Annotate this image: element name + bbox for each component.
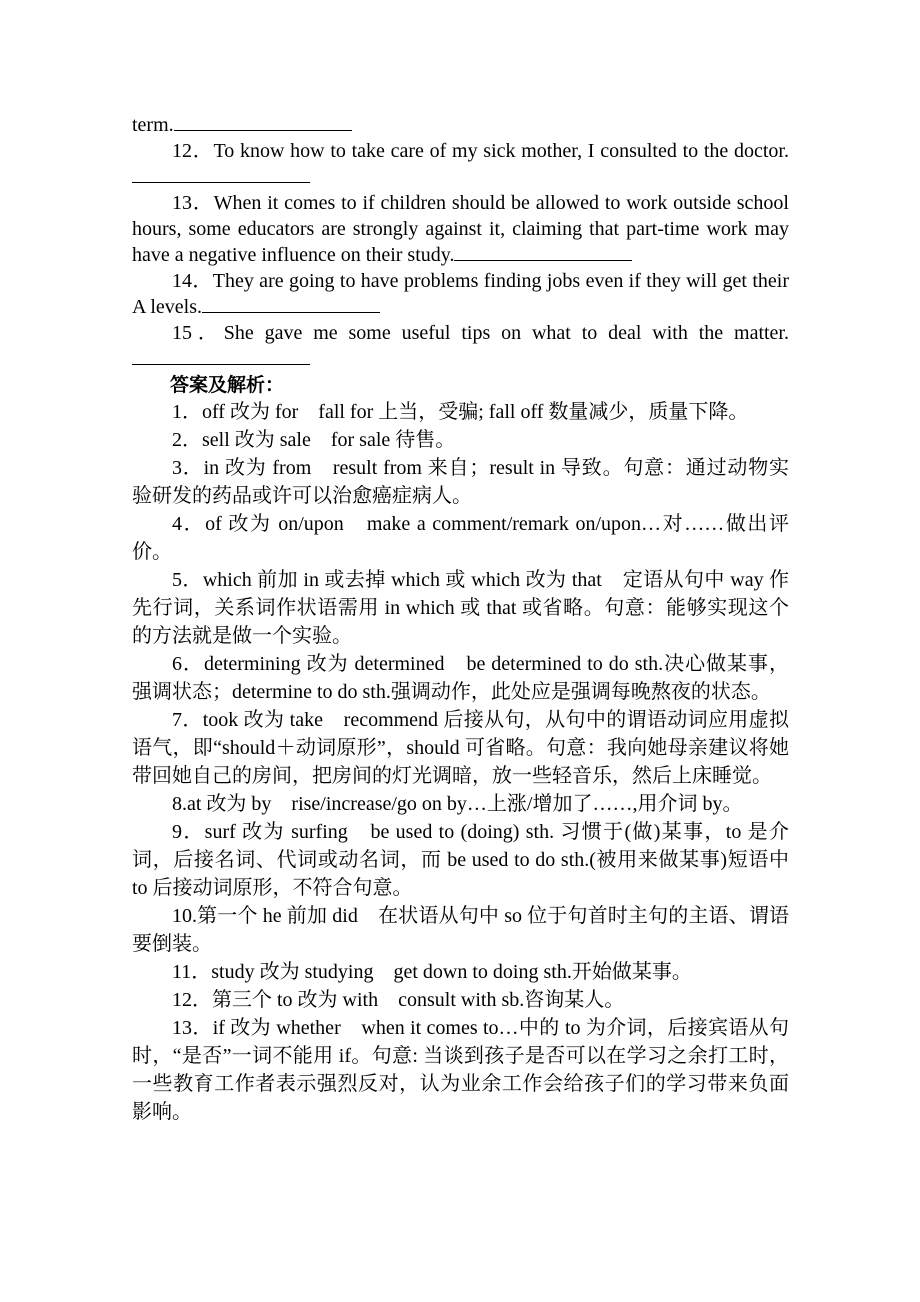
answer-item: 10.第一个 he 前加 did 在状语从句中 so 位于句首时主句的主语、谓语要倒装。 — [132, 905, 789, 955]
answer-item: 9．surf 改为 surfing be used to (doing) sth. 习惯于(做)某事，to 是介词，后接名词、代词或动名词，而 be used to do sth.(被用来做某事)短语中 to 后接动词原形，不符合句意。 — [132, 821, 789, 899]
answer-item: 4．of 改为 on/upon make a comment/remark on/upon…对……做出评价。 — [132, 513, 789, 563]
answer-item: 2．sell 改为 sale for sale 待售。 — [172, 429, 456, 451]
answer-item: 13．if 改为 whether when it comes to…中的 to 为介词，后接宾语从句时，“是否”一词不能用 if。句意: 当谈到孩子是否可以在学习之余打工时，一些教育工作者表示强烈反对，认为业余工作会给孩子们的学习带来负面影响。 — [132, 1017, 789, 1123]
answer-item: 3．in 改为 from result from 来自；result in 导致。句意：通过动物实验研发的药品或许可以治愈癌症病人。 — [132, 457, 789, 507]
question-12: 12．To know how to take care of my sick mother, I consulted to the doctor. — [132, 138, 789, 190]
answer-blank[interactable] — [454, 242, 632, 261]
answer-item: 1．off 改为 for fall for 上当，受骗; fall off 数量减少，质量下降。 — [172, 401, 749, 423]
answers-heading: 答案及解析： — [170, 374, 285, 396]
question-13: 13．When it comes to if children should be allowed to work outside school hours, some educators are strongly against it, claiming that part-time work may have a negative influence on their study. — [132, 192, 789, 266]
answer-blank[interactable] — [174, 112, 352, 131]
answer-item: 7．took 改为 take recommend 后接从句，从句中的谓语动词应用虚拟语气，即“should＋动词原形”，should 可省略。句意：我向她母亲建议将她带回她自己的房间，把房间的灯光调暗，放一些轻音乐，然后上床睡觉。 — [132, 709, 789, 787]
answer-item: 6．determining 改为 determined be determined to do sth.决心做某事，强调状态；determine to do sth.强调动作，此处应是强调每晚熬夜的状态。 — [132, 653, 789, 703]
answer-item: 5．which 前加 in 或去掉 which 或 which 改为 that 定语从句中 way 作先行词，关系词作状语需用 in which 或 that 或省略。句意：能够实现这个的方法就是做一个实验。 — [132, 569, 789, 647]
answer-blank[interactable] — [132, 346, 310, 365]
answer-blank[interactable] — [132, 164, 310, 183]
answer-item: 11．study 改为 studying get down to doing sth.开始做某事。 — [172, 961, 692, 983]
answer-item: 8.at 改为 by rise/increase/go on by…上涨/增加了……,用介词 by。 — [172, 793, 743, 815]
question-14: 14．They are going to have problems finding jobs even if they will get their A levels. — [132, 270, 789, 318]
question-15: 15．She gave me some useful tips on what to deal with the matter. — [132, 320, 789, 372]
answer-item: 12．第三个 to 改为 with consult with sb.咨询某人。 — [172, 989, 625, 1011]
document-page — [132, 112, 789, 1126]
question-11-tail: term. — [132, 112, 789, 138]
answer-blank[interactable] — [202, 294, 380, 313]
